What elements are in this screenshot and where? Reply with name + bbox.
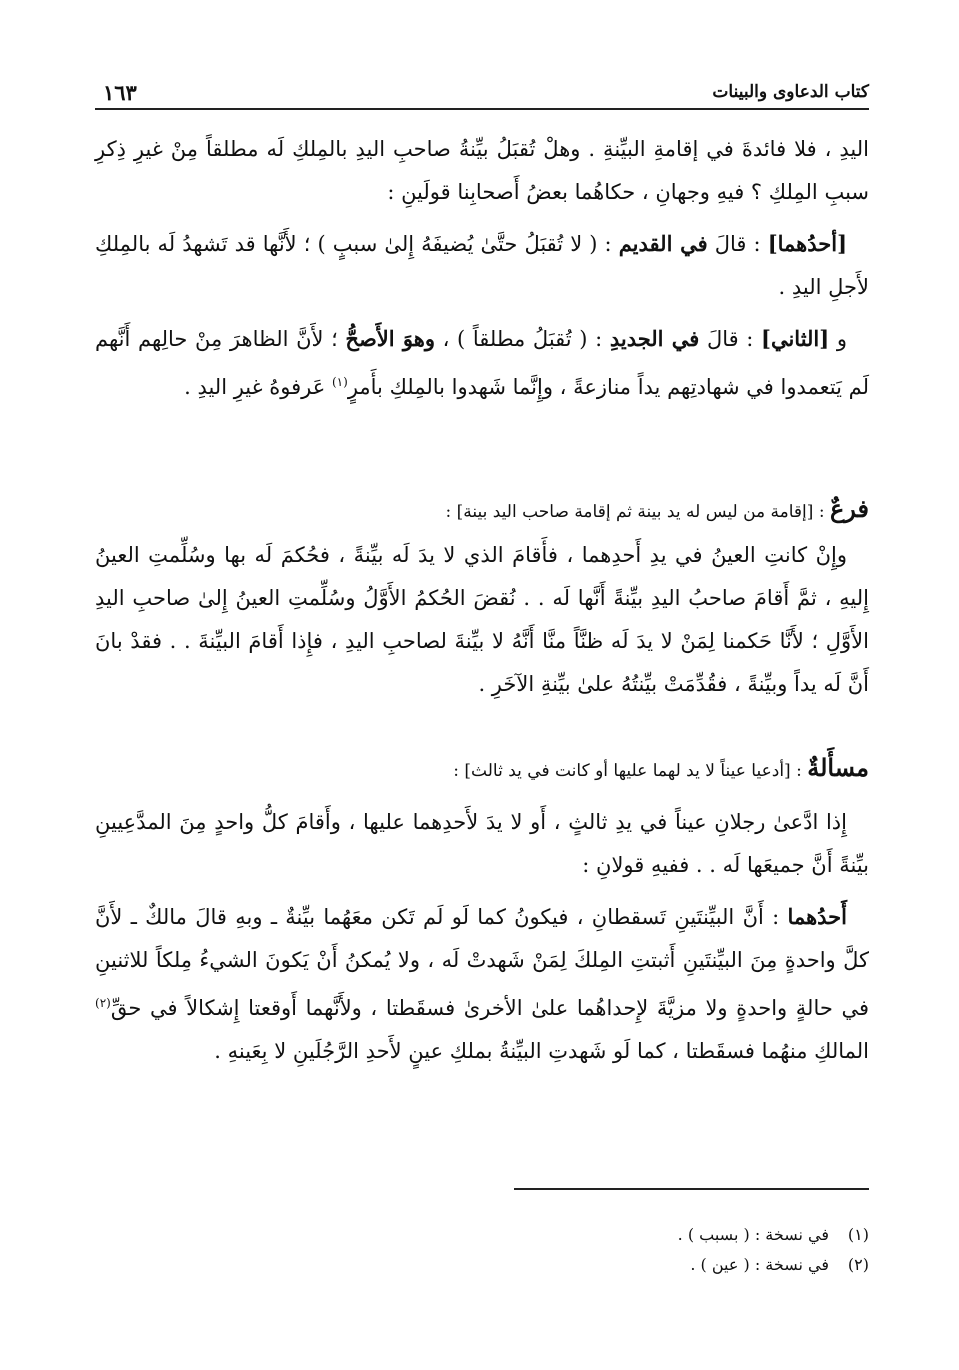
opinion-label: [أحدُهما] (767, 231, 848, 256)
bold-term: في الجديدِ (609, 326, 700, 351)
footnote-text: في نسخة : ( بسبب ) . (677, 1225, 829, 1244)
paragraph-issue (95, 801, 869, 887)
text-fragment: : ( تُقبَلُ مطلقاً ) ، (434, 327, 610, 351)
paragraph-text: ؛ لأَنَّ الظاهرَ مِنْ حالِهم أَنَّهم لَم يَتعمدوا في شهادتِهم يداً منازعةً ، وإِنَّما شَهدوا بالمِلكِ بأَمرٍ (95, 327, 869, 399)
paragraph-text: وإِنْ كانتِ العينُ في يدِ أَحدِهما ، فأَقامَ الذي لا يدَ لَه بيِّنةً ، فحُكمَ لَه بها وسُلِّمتِ العينُ إِليهِ ، ثمَّ أَقامَ صاحبُ اليدِ بيِّنةً أَنَّها لَه . . نُقضَ الحُكمُ الأَوَّلُ وسُلِّمتِ العينُ إِلىٰ صاحبِ اليدِ الأَوَّلِ ؛ لأَنَّا حَكمنا لِمَنْ لا يدَ لَه ظنَّاً منَّا أَنَّهُ لا بيِّنةَ لصاحبِ اليدِ ، فإِذا أَقامَ البيِّنةَ . . فقدْ بانَ أَنَّ لَه يداً وبيِّنةً ، فقُدِّمَتْ بيِّنتُهُ علىٰ بيِّنةِ الآخَرِ . (95, 543, 869, 696)
main-text (95, 128, 869, 1073)
footnote-marker: (١) (331, 375, 348, 389)
paragraph-issue-first-view (95, 895, 869, 1073)
footnotes (95, 1220, 869, 1280)
footnote-number: (١) (847, 1225, 869, 1244)
footnote-text: في نسخة : ( عين ) . (690, 1255, 829, 1274)
footnote-item (95, 1250, 869, 1280)
text-fragment: : قالَ (699, 327, 762, 351)
footnote-divider (514, 1188, 869, 1190)
footnote-marker: (٢) (95, 996, 111, 1010)
text-fragment: : قالَ (707, 232, 768, 256)
paragraph-text: : ( لا تُقبَلُ حتَّىٰ يُضيفَهُ إِلىٰ سببٍ ) ؛ لأَنَّها قد تَشهدُ لَه بالمِلكِ لأَجلِ اليدِ . (95, 232, 869, 299)
running-title: كتاب الدعاوى والبينات (712, 82, 869, 102)
section-heading-issue (95, 746, 869, 793)
section-keyword: فرعٌ (829, 494, 869, 523)
section-note: : [إقامة من ليس له يد بينة ثم إقامة صاحب اليد بينة] : (445, 502, 830, 522)
bold-term: وهوَ الأَصحُّ (345, 326, 435, 351)
bold-term: في القديم (618, 231, 708, 256)
page-header (95, 80, 869, 110)
paragraph-branch (95, 534, 869, 706)
text-fragment: و (829, 327, 847, 351)
paragraph-text: : أَنَّ البيِّنتَينِ تَسقطانِ ، فيكونُ كما لَو لَم تَكن معَهُما بيِّنةٌ ـ وبهِ قالَ مالكٌ ـ لأَنَّ كلَّ واحدةٍ مِنَ البيِّنتَينِ أَثبتتِ المِلكَ لِمَنْ شَهدتْ لَه ، ولا يُمكنُ أَنْ يَكونَ الشيءُ مِلكاً للاثنينِ في حالةٍ واحدةٍ ولا مزيَّةَ لإِحداهُما علىٰ الأخرىٰ فسقَطتا ، ولأَنَّهما أَوقعتا إِشكالاً في حقِّ (95, 905, 869, 1020)
text-fragment: عَرفوهُ غيرِ اليدِ . (184, 375, 332, 399)
section-heading-branch (95, 487, 869, 534)
opinion-label: أَحدُهما (787, 904, 847, 929)
paragraph-text: اليدِ ، فلا فائدةَ في إقامةِ البيِّنةِ . وهلْ تُقبَلُ بيِّنةُ صاحبِ اليدِ بالمِلكِ لَه مطلقاً مِنْ غيرِ ذِكرِ سببِ المِلكِ ؟ فيهِ وجهانِ ، حكاهُما بعضُ أَصحابِنا قولَينِ : (95, 137, 869, 204)
paragraph-intro (95, 128, 869, 214)
paragraph-second-view (95, 317, 869, 409)
section-keyword: مسأَلةٌ (807, 753, 869, 782)
footnote-item (95, 1220, 869, 1250)
paragraph-text: إِذا ادَّعىٰ رجلانِ عيناً في يدِ ثالثٍ ، أَو لا يدَ لأَحدِهما عليها ، وأَقامَ كلُّ واحدٍ مِنَ المدَّعِيينِ بيِّنةً أَنَّ جميعَها لَه . . ففيهِ قولانِ : (95, 810, 869, 877)
paragraph-first-view (95, 222, 869, 309)
section-note: : [أدعيا عيناً لا يد لهما عليها أو كانت في يد ثالث] : (453, 761, 808, 781)
footnote-number: (٢) (847, 1255, 869, 1274)
page-number: ١٦٣ (103, 80, 137, 105)
text-fragment: المالكِ منهُما فسقَطتا ، كما لَو شَهدتِ البيِّنةُ بملكِ عينٍ لأَحدِ الرَّجُلَينِ لا بِعَينهِ . (214, 1039, 869, 1063)
opinion-label: [الثاني] (761, 326, 830, 351)
